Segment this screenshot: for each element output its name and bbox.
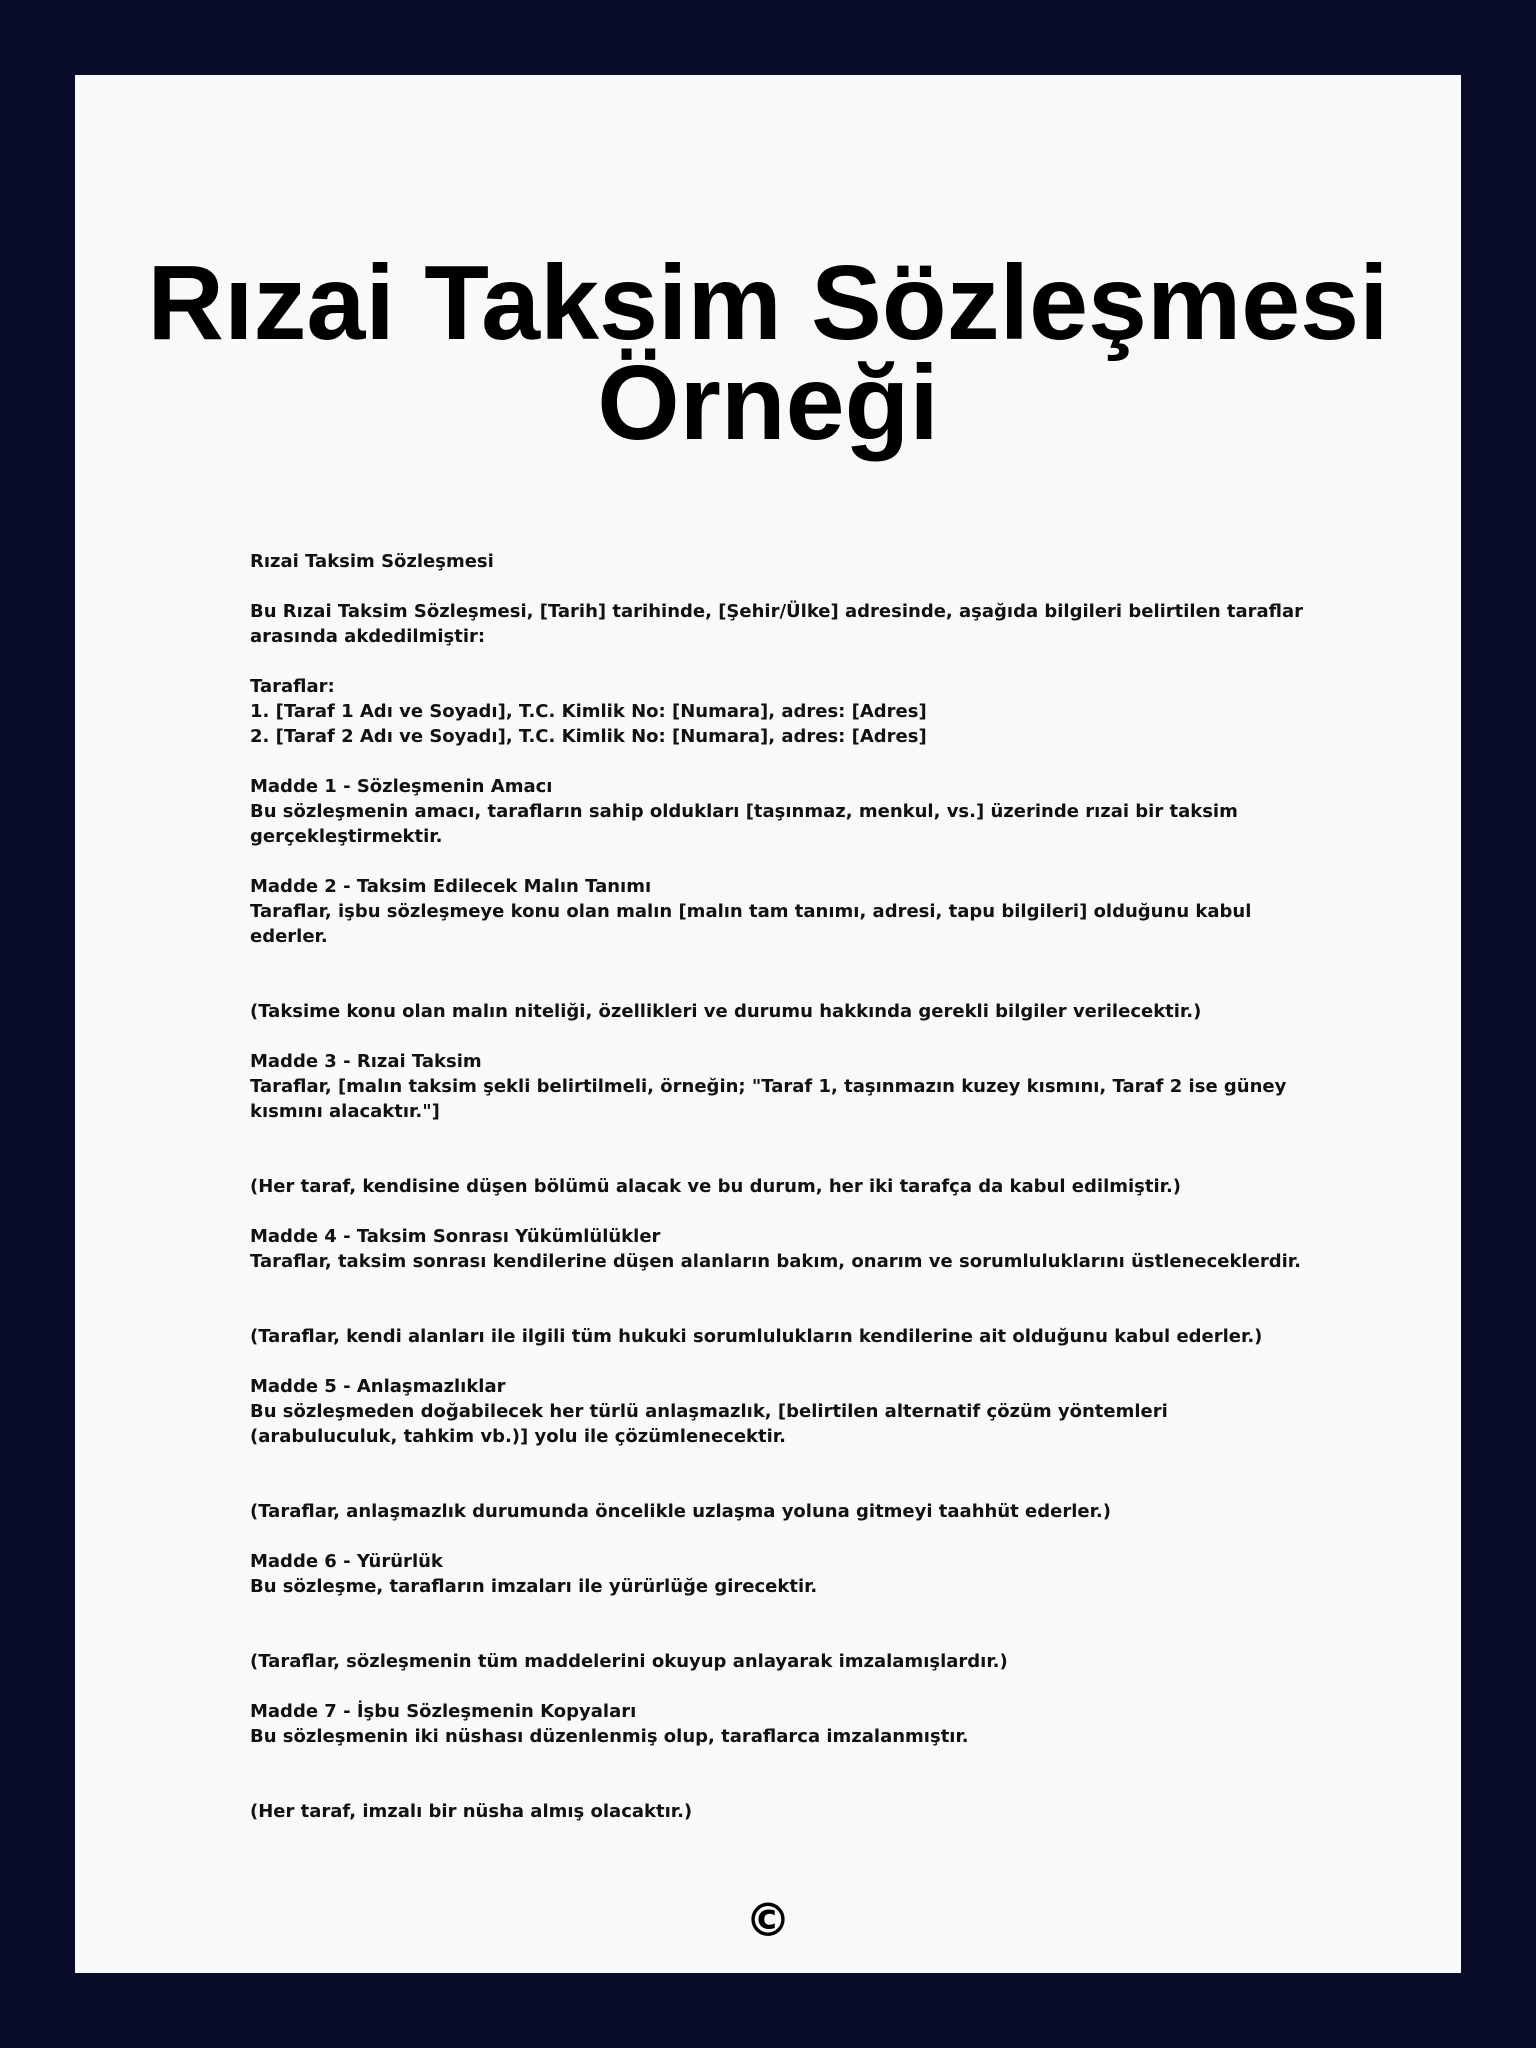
document-page xyxy=(75,75,1461,1973)
intro-paragraph: Bu Rızai Taksim Sözleşmesi, [Tarih] tarihinde, [Şehir/Ülke] adresinde, aşağıda bilgileri belirtilen taraflar arasında akdedilmiştir: xyxy=(250,601,1310,647)
article-4-title: Madde 4 - Taksim Sonrası Yükümlülükler xyxy=(250,1226,661,1247)
article-6-title: Madde 6 - Yürürlük xyxy=(250,1551,443,1572)
article-2-title: Madde 2 - Taksim Edilecek Malın Tanımı xyxy=(250,876,652,897)
article-3-note: (Her taraf, kendisine düşen bölümü alacak ve bu durum, her iki tarafça da kabul edilmiştir.) xyxy=(250,1176,1182,1197)
article-5-title: Madde 5 - Anlaşmazlıklar xyxy=(250,1376,506,1397)
article-1-title: Madde 1 - Sözleşmenin Amacı xyxy=(250,776,553,797)
article-1-text: Bu sözleşmenin amacı, tarafların sahip oldukları [taşınmaz, menkul, vs.] üzerinde rızai bir taksim gerçekleştirmektir. xyxy=(250,801,1245,847)
article-4-note: (Taraflar, kendi alanları ile ilgili tüm hukuki sorumlulukların kendilerine ait olduğunu kabul ederler.) xyxy=(250,1326,1263,1347)
article-3-text: Taraflar, [malın taksim şekli belirtilmeli, örneğin; "Taraf 1, taşınmazın kuzey kısmını, Taraf 2 ise güney kısmını alacaktır."] xyxy=(250,1076,1293,1122)
party-2: 2. [Taraf 2 Adı ve Soyadı], T.C. Kimlik No: [Numara], adres: [Adres] xyxy=(250,726,927,747)
article-3-title: Madde 3 - Rızai Taksim xyxy=(250,1051,482,1072)
article-5-note: (Taraflar, anlaşmazlık durumunda öncelikle uzlaşma yoluna gitmeyi taahhüt ederler.) xyxy=(250,1501,1111,1522)
article-4-text: Taraflar, taksim sonrası kendilerine düşen alanların bakım, onarım ve sorumluluklarını üstleneceklerdir. xyxy=(250,1251,1301,1272)
article-7-note: (Her taraf, imzalı bir nüsha almış olacaktır.) xyxy=(250,1801,693,1822)
article-2-text: Taraflar, işbu sözleşmeye konu olan malın [malın tam tanımı, adresi, tapu bilgileri] olduğunu kabul ederler. xyxy=(250,901,1258,947)
contract-body xyxy=(250,549,1310,1824)
article-2-note: (Taksime konu olan malın niteliği, özellikleri ve durumu hakkında gerekli bilgiler verilecektir.) xyxy=(250,1001,1202,1022)
article-6-text: Bu sözleşme, tarafların imzaları ile yürürlüğe girecektir. xyxy=(250,1576,818,1597)
article-7-title: Madde 7 - İşbu Sözleşmenin Kopyaları xyxy=(250,1701,637,1722)
contract-heading: Rızai Taksim Sözleşmesi xyxy=(250,551,494,572)
copyright-icon: © xyxy=(745,1893,791,1947)
page-title: Rızai Taksim Sözleşmesi Örneği xyxy=(147,244,1389,462)
article-5-text: Bu sözleşmeden doğabilecek her türlü anlaşmazlık, [belirtilen alternatif çözüm yöntemleri (arabuluculuk, tahkim vb.)] yolu ile çözümlenecektir. xyxy=(250,1401,1175,1447)
parties-label: Taraflar: xyxy=(250,676,335,697)
article-6-note: (Taraflar, sözleşmenin tüm maddelerini okuyup anlayarak imzalamışlardır.) xyxy=(250,1651,1008,1672)
party-1: 1. [Taraf 1 Adı ve Soyadı], T.C. Kimlik No: [Numara], adres: [Adres] xyxy=(250,701,927,722)
article-7-text: Bu sözleşmenin iki nüshası düzenlenmiş olup, taraflarca imzalanmıştır. xyxy=(250,1726,969,1747)
